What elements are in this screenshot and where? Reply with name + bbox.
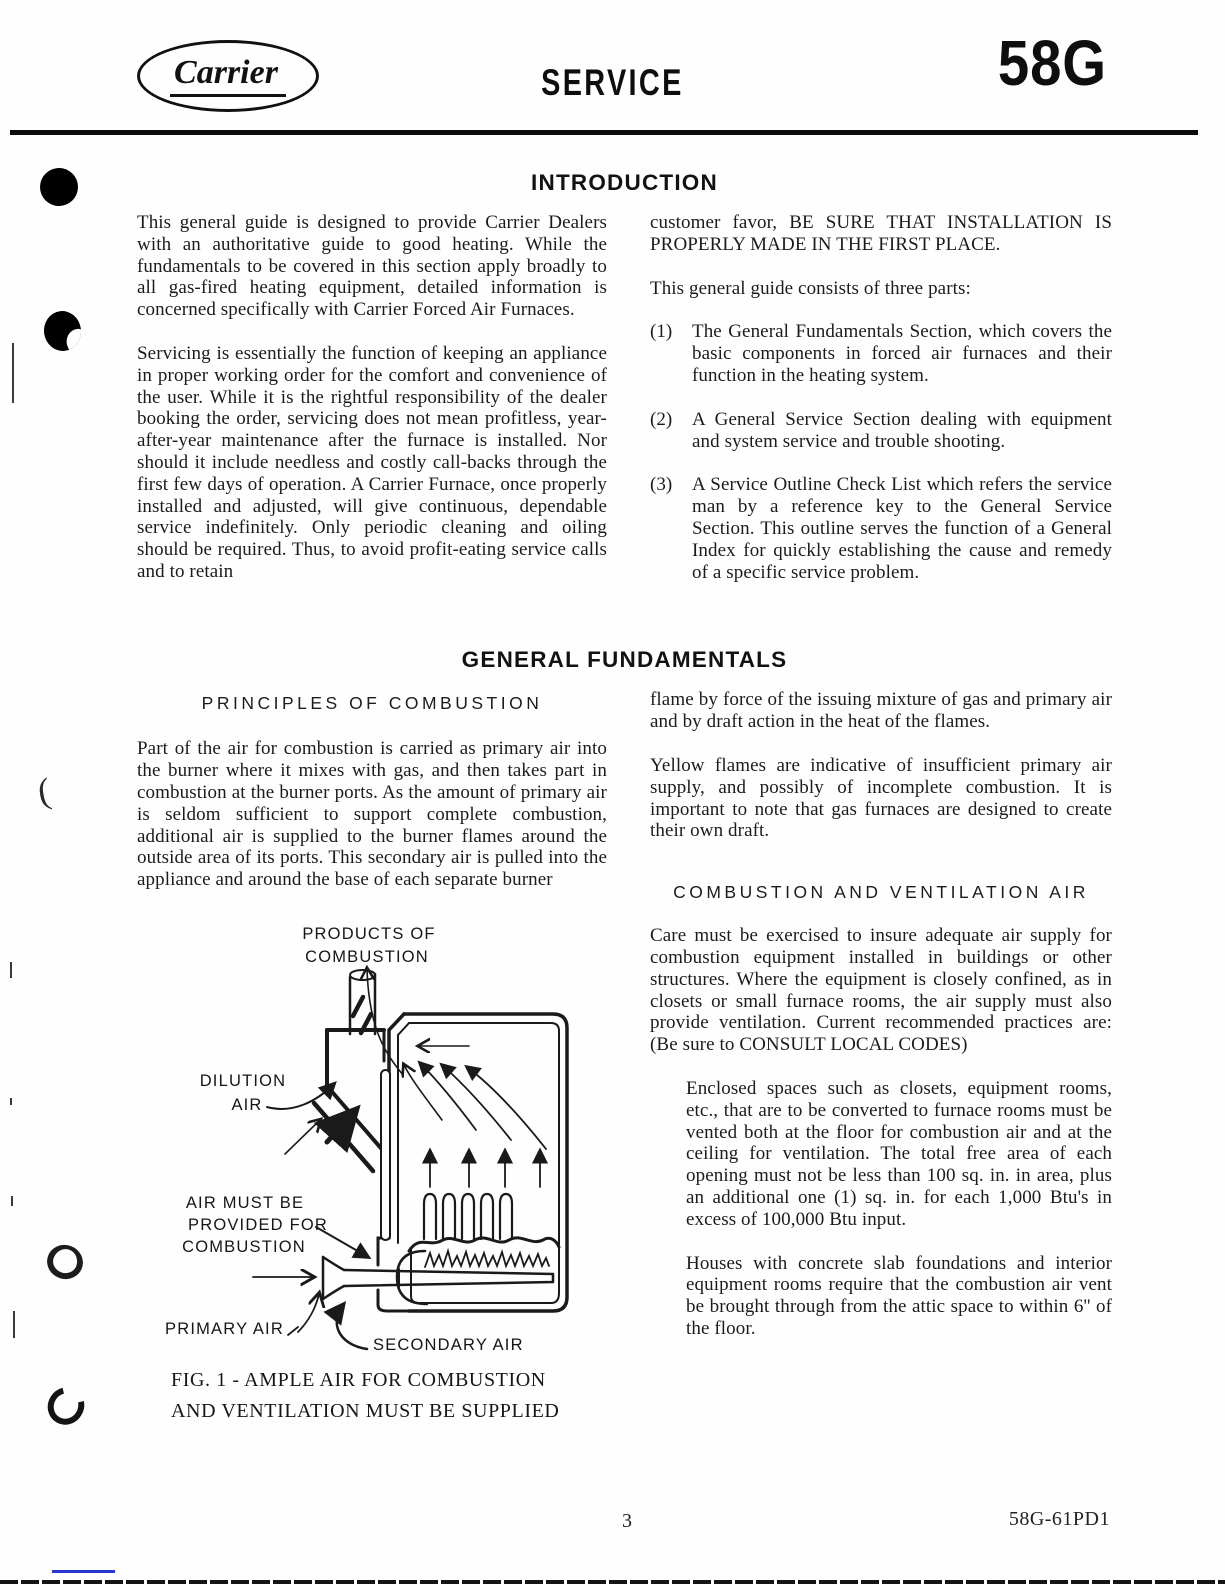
figure-caption-line1: FIG. 1 - AMPLE AIR FOR COMBUSTION: [171, 1368, 546, 1391]
figure-label-primary-air: PRIMARY AIR: [165, 1319, 284, 1338]
dilution-air-arrow-thick: [327, 1112, 354, 1142]
blue-pen-mark: [52, 1570, 115, 1573]
introduction-left-column: [137, 212, 607, 605]
paragraph: Care must be exercised to insure adequate air supply for combustion equipment installed in buildings or other structures. Where the equipment is closely confined, as in closets or small furnace rooms, the air supply must also provide ventilation. Current recommended practices are: (Be sure to CONSULT LOCAL CODES): [650, 925, 1112, 1056]
item-number: (1): [650, 321, 673, 343]
flow-arrow-curved: [420, 1063, 476, 1130]
flow-arrow-curved: [467, 1067, 546, 1149]
figure-label-air-must-be-provided: COMBUSTION: [182, 1237, 306, 1256]
heat-exchanger-tube: [443, 1194, 455, 1239]
scan-mark: [10, 962, 12, 978]
furnace-inner-liner: [409, 1023, 559, 1303]
principles-of-combustion-heading: PRINCIPLES OF COMBUSTION: [201, 693, 543, 714]
scan-mark: [13, 1311, 15, 1338]
furnace-airflow-diagram: [157, 913, 612, 1361]
furnace-cabinet-left-wall: [389, 1014, 404, 1238]
figure-1-caption: [171, 1365, 607, 1427]
burner-bell-upper: [323, 1257, 344, 1270]
item-text: The General Fundamentals Section, which covers the basic components in forced air furnaces and their function in the heating system.: [692, 321, 1112, 386]
paragraph: Part of the air for combustion is carried as primary air into the burner where it mixes with gas, and then takes part in combustion at the burner ports. As the amount of primary air is seldom sufficient to support complete combustion, additional air is supplied to the burner flames around the outside area of its ports. This secondary air is pulled into the appliance and around the base of each separate burner: [137, 738, 607, 891]
fundamentals-columns: [137, 689, 1112, 1427]
heat-exchanger-tube: [424, 1194, 436, 1239]
burner-flames: [425, 1251, 549, 1267]
service-title: SERVICE: [541, 62, 684, 103]
flow-arrow-curved: [404, 1065, 442, 1120]
general-fundamentals-heading: GENERAL FUNDAMENTALS: [461, 647, 788, 673]
page-header: [0, 0, 1225, 130]
dilution-air-arrow-thin: [285, 1120, 320, 1154]
paragraph: Servicing is essentially the function of keeping an appliance in proper working order for the comfort and convenience of the user. While it is the rightful responsibility of the dealer booking the order, servicing does not mean profitless, year-after-year maintenance after the furnace is installed. Nor should it include needless and costly call-backs through the first few days of operation. A Carrier Furnace, once properly installed and adjusted, will give continuous, dependable service indefinitely. Only periodic cleaning and oiling should be required. Thus, to avoid profit-eating service calls and to retain: [137, 342, 607, 582]
figure-label-air-must-be-provided: PROVIDED FOR: [188, 1215, 328, 1234]
item-number: (3): [650, 474, 673, 496]
figure-label-products-of-combustion: COMBUSTION: [305, 947, 429, 966]
paragraph-indented: Houses with concrete slab foundations and interior equipment rooms require that the combustion air vent be brought through from the attic space to within 6'' of the floor.: [686, 1252, 1112, 1339]
furnace-inner-liner-left: [398, 1023, 409, 1243]
fundamentals-left-column: [137, 689, 607, 1427]
page-number: 3: [622, 1510, 632, 1532]
item-number: (2): [650, 408, 673, 430]
figure-label-dilution-air: AIR: [231, 1095, 263, 1114]
flue-flow-dash: [353, 997, 363, 1016]
paragraph-indented: Enclosed spaces such as closets, equipment rooms, etc., that are to be converted to furnace rooms must be vented both at the floor for combustion air and at the ceiling for ventilation. The total free area of each opening must not be less than 100 sq. in. in area, plus an additional one (1) sq. in. for each 1,000 Btu's in excess of 100,000 Btu input.: [686, 1077, 1112, 1230]
item-text: A General Service Section dealing with equipment and system service and trouble shooting.: [692, 408, 1112, 452]
scan-mark: [12, 343, 14, 403]
figure-1-furnace-diagram: [157, 913, 607, 1427]
document-number: 58G-61PD1: [1008, 1508, 1110, 1530]
item-text: A Service Outline Check List which refers the service man by a reference key to the General Service Section. This outline serves the function of a General Index for quickly establishing the cause and remedy of a specific service problem.: [692, 474, 1112, 583]
scan-mark: [10, 1098, 12, 1105]
figure-caption-line2: AND VENTILATION MUST BE SUPPLIED: [171, 1399, 560, 1422]
figure-label-products-of-combustion: PRODUCTS OF: [302, 924, 436, 943]
figure-label-air-must-be-provided: AIR MUST BE: [185, 1193, 305, 1212]
burner-vestibule: [378, 1238, 409, 1311]
model-number: 58G: [997, 27, 1107, 99]
burner-box-top: [409, 1238, 559, 1251]
carrier-logo-text: Carrier: [170, 56, 286, 97]
introduction-heading: INTRODUCTION: [531, 170, 718, 195]
numbered-item: [650, 321, 1112, 386]
vestibule-wall: [381, 1070, 390, 1240]
heat-exchanger-tube: [500, 1194, 512, 1239]
numbered-item: [650, 474, 1112, 583]
burner-tube: [344, 1270, 553, 1286]
flue-pipe-opening: [350, 970, 375, 980]
burner-bell-lower: [323, 1286, 344, 1299]
page-bottom-scan-edge: [0, 1580, 1225, 1584]
paragraph: customer favor, BE SURE THAT INSTALLATION IS PROPERLY MADE IN THE FIRST PLACE.: [650, 212, 1112, 255]
figure-label-secondary-air: SECONDARY AIR: [373, 1335, 524, 1354]
scan-mark: [11, 1196, 13, 1206]
numbered-item: [650, 409, 1112, 453]
heat-exchanger-tube: [481, 1194, 493, 1239]
secondary-air-arrow: [337, 1305, 367, 1349]
introduction-columns: [137, 212, 1112, 605]
page-content: [0, 170, 1225, 1427]
paragraph: This general guide consists of three parts:: [650, 277, 971, 299]
introduction-right-column: [650, 212, 1112, 605]
combustion-and-ventilation-air-heading: COMBUSTION AND VENTILATION AIR: [673, 882, 1089, 903]
primary-air-leader: [288, 1327, 298, 1335]
paragraph: This general guide is designed to provide Carrier Dealers with an authoritative guide to good heating. While the fundamentals to be covered in this section apply broadly to all gas-fired heating equipment, detailed information is concerned specifically with Carrier Forced Air Furnaces.: [137, 212, 607, 321]
figure-label-dilution-air: DILUTION: [199, 1071, 287, 1090]
paragraph: flame by force of the issuing mixture of gas and primary air and by draft action in the heat of the flames.: [650, 689, 1112, 733]
paragraph: Yellow flames are indicative of insufficient primary air supply, and possibly of incomplete combustion. It is important to note that gas furnaces are designed to create their own draft.: [650, 754, 1112, 842]
header-rule: [10, 130, 1198, 135]
draft-hood-duct-upper: [327, 1086, 386, 1154]
fundamentals-right-column: [650, 689, 1112, 1427]
flow-arrow-curved: [442, 1065, 511, 1140]
heat-exchanger-tube: [462, 1194, 474, 1239]
primary-air-curved-arrow: [298, 1294, 319, 1332]
draft-hood-duct-lower: [314, 1103, 373, 1171]
scan-mark-paren: (: [34, 770, 54, 812]
